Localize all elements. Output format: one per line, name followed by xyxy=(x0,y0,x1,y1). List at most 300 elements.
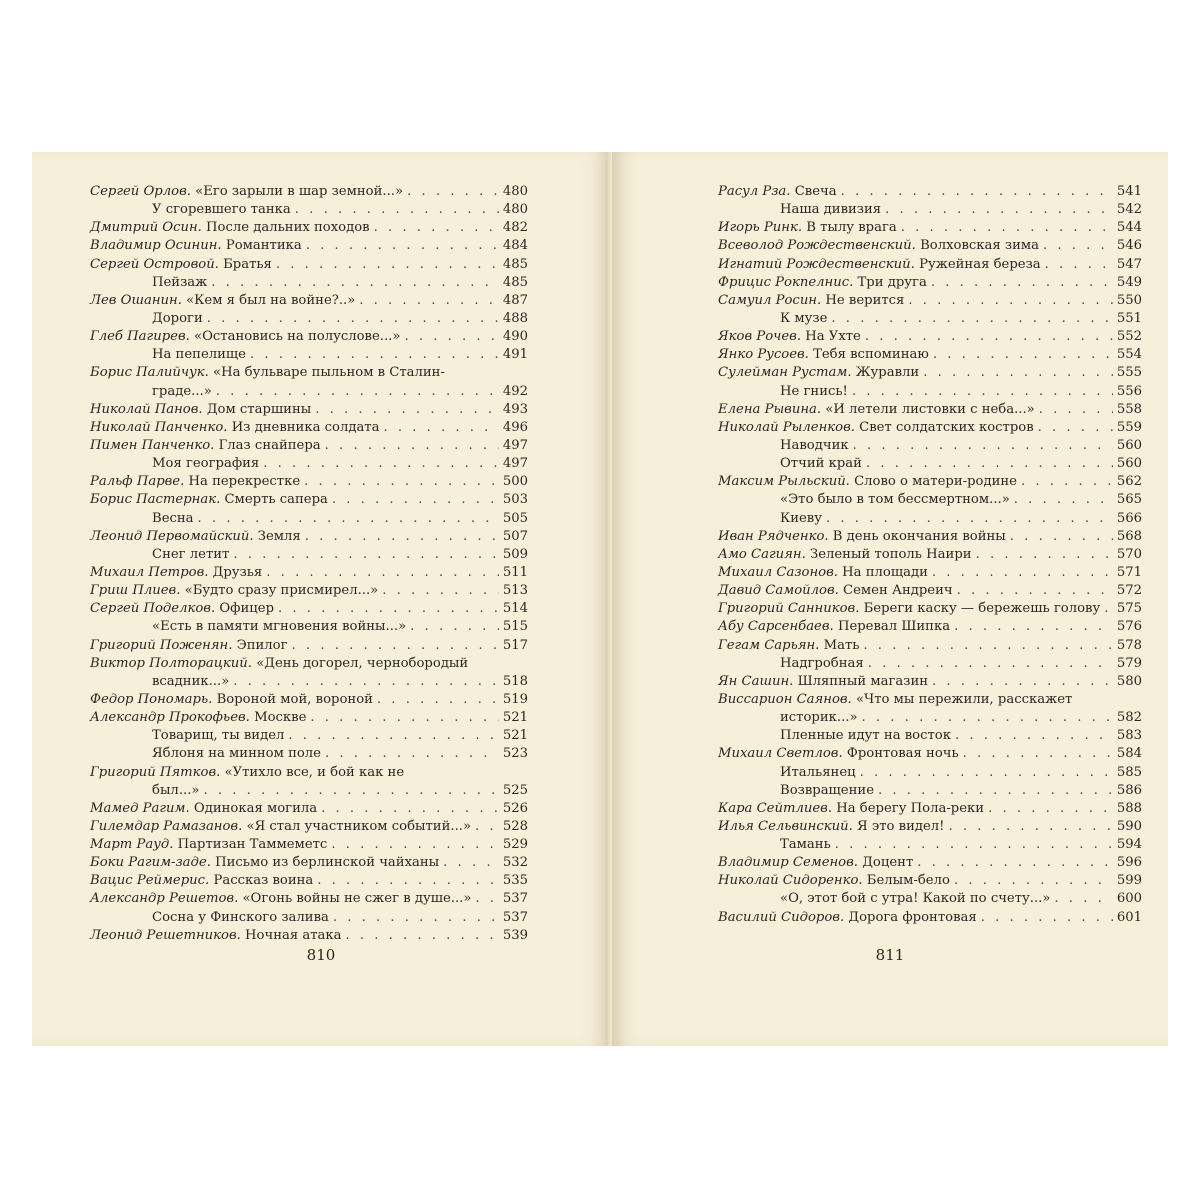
entry-title: На площади xyxy=(842,564,928,580)
toc-entry xyxy=(718,727,1142,745)
entry-line xyxy=(90,637,528,655)
entry-page-number: 482 xyxy=(502,220,528,236)
entry-title: Белым-бело xyxy=(866,873,950,889)
entry-title: Мать xyxy=(823,637,860,653)
entry-line xyxy=(90,237,528,255)
entry-author: Борис Пастернак. xyxy=(90,492,221,508)
entry-title: «Есть в памяти мгновения войны...» xyxy=(152,619,407,635)
toc-entry xyxy=(718,836,1142,854)
toc-entry xyxy=(90,310,528,328)
entry-page-number: 541 xyxy=(1116,184,1142,199)
entry-author: Виктор Полторацкий. xyxy=(90,655,252,671)
entry-line xyxy=(718,274,1142,292)
leader-dots xyxy=(1039,401,1113,419)
entry-title: Товарищ, ты видел xyxy=(152,728,285,744)
entry-author: Владимир Семенов. xyxy=(718,855,858,871)
leader-dots xyxy=(292,637,499,655)
toc-entry xyxy=(718,473,1142,491)
entry-title: Дорога фронтовая xyxy=(848,909,977,925)
entry-title: «На бульваре пыльном в Сталин- xyxy=(213,365,445,381)
entry-line xyxy=(718,600,1142,618)
leader-dots xyxy=(332,491,499,509)
entry-page-number: 560 xyxy=(1116,437,1142,453)
entry-author: Михаил Сазонов. xyxy=(718,564,838,580)
entry-page-number: 485 xyxy=(502,274,528,290)
entry-line xyxy=(90,491,528,509)
entry-page-number: 511 xyxy=(502,564,528,580)
leader-dots xyxy=(377,691,499,709)
toc-entry xyxy=(90,582,528,600)
entry-line xyxy=(718,673,1142,691)
toc-entry xyxy=(90,237,528,255)
toc-entry xyxy=(90,201,528,219)
entry-title: «Утихло все, и бой как не xyxy=(224,764,405,780)
entry-title: Свеча xyxy=(794,184,837,199)
toc-entry xyxy=(718,782,1142,800)
leader-dots xyxy=(374,219,499,237)
toc-entry xyxy=(718,310,1142,328)
entry-title: Не верится xyxy=(825,292,905,308)
entry-page-number: 514 xyxy=(502,601,528,617)
toc-entry xyxy=(718,600,1142,618)
entry-title: Семен Андреич xyxy=(843,583,953,599)
entry-page-number: 585 xyxy=(1116,764,1142,780)
entry-line xyxy=(718,764,1142,782)
toc-entry xyxy=(718,183,1142,201)
toc-entry xyxy=(718,800,1142,818)
entry-page-number: 549 xyxy=(1116,274,1142,290)
entry-line xyxy=(718,890,1142,908)
entry-author: Амо Сагиян. xyxy=(718,546,806,562)
entry-page-number: 519 xyxy=(502,691,528,707)
entry-line xyxy=(718,310,1142,328)
entry-line xyxy=(90,927,528,945)
toc-entry xyxy=(718,691,1142,727)
entry-line xyxy=(90,618,528,636)
entry-title: Весна xyxy=(152,510,194,526)
entry-title: После дальних походов xyxy=(206,220,370,236)
entry-line xyxy=(718,510,1142,528)
entry-title: Снег летит xyxy=(152,546,230,562)
entry-page-number: 550 xyxy=(1116,292,1142,308)
entry-title: На пепелище xyxy=(152,347,246,363)
leader-dots xyxy=(203,782,498,800)
toc-entry xyxy=(718,582,1142,600)
entry-author: Самуил Росин. xyxy=(718,292,822,308)
toc-entry xyxy=(718,854,1142,872)
toc-entry xyxy=(90,637,528,655)
toc-entry xyxy=(90,455,528,473)
toc-entry xyxy=(718,328,1142,346)
entry-page-number: 526 xyxy=(502,800,528,816)
entry-page-number: 505 xyxy=(502,510,528,526)
toc-entry xyxy=(718,292,1142,310)
entry-line xyxy=(718,637,1142,655)
entry-author: Март Рауд. xyxy=(90,837,174,853)
entry-author: Ральф Парве. xyxy=(90,474,185,490)
toc-entry xyxy=(718,256,1142,274)
entry-line xyxy=(718,419,1142,437)
entry-line xyxy=(90,909,528,927)
entry-title: «И летели листовки с неба...» xyxy=(825,401,1035,417)
leader-dots xyxy=(976,546,1113,564)
toc-entry xyxy=(718,546,1142,564)
entry-line xyxy=(90,745,528,763)
leader-dots xyxy=(305,528,499,546)
entry-line xyxy=(90,346,528,364)
entry-title-continued: был...» xyxy=(152,782,200,798)
toc-entry xyxy=(718,745,1142,763)
entry-page-number: 565 xyxy=(1116,492,1142,508)
entry-title: Моя география xyxy=(152,456,260,472)
entry-line xyxy=(718,528,1142,546)
leader-dots xyxy=(304,473,499,491)
entry-title: Фронтовая ночь xyxy=(846,746,959,762)
toc-entry xyxy=(718,383,1142,401)
entry-line xyxy=(718,836,1142,854)
leader-dots xyxy=(1054,890,1112,908)
entry-page-number: 509 xyxy=(502,546,528,562)
entry-title: Из дневника солдата xyxy=(231,419,380,435)
toc-entry xyxy=(90,709,528,727)
entry-title: Тебя вспоминаю xyxy=(813,347,929,363)
entry-title: Перевал Шипка xyxy=(837,619,951,635)
entry-line xyxy=(90,510,528,528)
entry-page-number: 497 xyxy=(502,456,528,472)
entry-author: Кара Сейтлиев. xyxy=(718,800,833,816)
entry-title: Глаз снайпера xyxy=(218,437,321,453)
entry-title: «Огонь войны не сжег в душе...» xyxy=(242,891,472,907)
leader-dots xyxy=(1014,491,1113,509)
toc-entry xyxy=(90,183,528,201)
entry-line xyxy=(718,256,1142,274)
entry-line xyxy=(90,292,528,310)
leader-dots xyxy=(863,637,1112,655)
leader-dots xyxy=(310,709,498,727)
entry-page-number: 583 xyxy=(1116,728,1142,744)
toc-entry xyxy=(90,491,528,509)
entry-line-continued xyxy=(90,782,528,800)
leader-dots xyxy=(266,564,499,582)
entry-page-number: 588 xyxy=(1116,800,1142,816)
entry-author: Ян Сашин. xyxy=(718,673,794,689)
entry-line xyxy=(90,328,528,346)
entry-line xyxy=(718,292,1142,310)
leader-dots xyxy=(860,764,1113,782)
entry-title: Друзья xyxy=(212,564,263,580)
entry-author: Александр Прокофьев. xyxy=(90,710,250,726)
entry-title: В тылу врага xyxy=(806,220,897,236)
entry-page-number: 515 xyxy=(502,619,528,635)
entry-page-number: 480 xyxy=(502,184,528,199)
toc-entry xyxy=(718,437,1142,455)
entry-page-number: 488 xyxy=(502,310,528,326)
entry-page-number: 556 xyxy=(1116,383,1142,399)
entry-line xyxy=(718,219,1142,237)
entry-page-number: 492 xyxy=(502,383,528,399)
entry-line xyxy=(90,437,528,455)
entry-title: У сгоревшего танка xyxy=(152,202,291,218)
entry-author: Гилемдар Рамазанов. xyxy=(90,818,243,834)
entry-title: На Ухте xyxy=(805,329,861,345)
toc-entry xyxy=(90,927,528,945)
entry-page-number: 537 xyxy=(502,891,528,907)
table-of-contents-left xyxy=(90,183,528,945)
entry-author: Илья Сельвинский. xyxy=(718,818,853,834)
entry-author: Николай Панченко. xyxy=(90,419,228,435)
leader-dots xyxy=(988,800,1113,818)
entry-page-number: 529 xyxy=(502,837,528,853)
entry-author: Абу Сарсенбаев. xyxy=(718,619,834,635)
entry-line xyxy=(90,872,528,890)
entry-page-number: 539 xyxy=(502,927,528,943)
toc-entry xyxy=(718,673,1142,691)
entry-page-number: 547 xyxy=(1116,256,1142,272)
leader-dots xyxy=(325,745,499,763)
toc-entry xyxy=(718,274,1142,292)
entry-line xyxy=(90,854,528,872)
entry-line xyxy=(90,818,528,836)
toc-entry xyxy=(718,818,1142,836)
entry-line xyxy=(90,274,528,292)
entry-title: Слово о матери-родине xyxy=(854,474,1017,490)
entry-line xyxy=(718,473,1142,491)
entry-author: Мамед Рагим. xyxy=(90,800,190,816)
entry-page-number: 532 xyxy=(502,855,528,871)
leader-dots xyxy=(315,401,499,419)
entry-line xyxy=(718,618,1142,636)
entry-title: Вороной мой, вороной xyxy=(216,691,373,707)
leader-dots xyxy=(868,655,1113,673)
entry-author: Виссарион Саянов. xyxy=(718,691,852,707)
entry-line xyxy=(718,383,1142,401)
toc-entry xyxy=(90,618,528,636)
entry-line xyxy=(90,201,528,219)
entry-line xyxy=(90,836,528,854)
entry-line xyxy=(718,546,1142,564)
toc-entry xyxy=(718,872,1142,890)
entry-author: Игнатий Рождественский. xyxy=(718,256,915,272)
entry-line xyxy=(90,800,528,818)
leader-dots xyxy=(954,618,1113,636)
leader-dots xyxy=(321,800,499,818)
toc-entry xyxy=(90,292,528,310)
entry-page-number: 493 xyxy=(502,401,528,417)
leader-dots xyxy=(923,364,1113,382)
entry-author: Гриш Плиев. xyxy=(90,583,181,599)
entry-page-number: 601 xyxy=(1116,909,1142,925)
entry-page-number: 554 xyxy=(1116,347,1142,363)
entry-title: Пленные идут на восток xyxy=(780,728,951,744)
entry-page-number: 596 xyxy=(1116,855,1142,871)
entry-author: Елена Рывина. xyxy=(718,401,822,417)
leader-dots xyxy=(382,582,499,600)
entry-page-number: 558 xyxy=(1116,401,1142,417)
entry-title-continued: историк...» xyxy=(780,710,858,726)
entry-line xyxy=(90,546,528,564)
entry-line xyxy=(718,872,1142,890)
leader-dots xyxy=(948,818,1112,836)
entry-title: Отчий край xyxy=(780,456,862,472)
toc-entry xyxy=(90,836,528,854)
leader-dots xyxy=(917,854,1113,872)
toc-entry xyxy=(718,401,1142,419)
entry-line xyxy=(718,909,1142,927)
entry-title: На берегу Пола-реки xyxy=(836,800,985,816)
entry-author: Борис Палийчук. xyxy=(90,365,209,381)
toc-entry xyxy=(90,473,528,491)
entry-title: Романтика xyxy=(225,238,302,254)
toc-entry xyxy=(90,437,528,455)
leader-dots xyxy=(216,383,499,401)
entry-author: Боки Рагим-заде. xyxy=(90,855,211,871)
entry-author: Иван Рядченко. xyxy=(718,528,829,544)
entry-page-number: 544 xyxy=(1116,220,1142,236)
entry-title-continued: граде...» xyxy=(152,383,212,399)
leader-dots xyxy=(331,836,499,854)
entry-line xyxy=(90,183,528,201)
entry-page-number: 480 xyxy=(502,202,528,218)
entry-line xyxy=(718,364,1142,382)
leader-dots xyxy=(233,673,499,691)
entry-line-continued xyxy=(90,673,528,691)
leader-dots xyxy=(1038,419,1113,437)
entry-author: Янко Русоев. xyxy=(718,347,809,363)
entry-author: Николай Рыленков. xyxy=(718,419,855,435)
toc-entry xyxy=(90,510,528,528)
leader-dots xyxy=(1021,473,1113,491)
leader-dots xyxy=(295,201,499,219)
entry-author: Давид Самойлов. xyxy=(718,583,839,599)
entry-page-number: 582 xyxy=(1116,710,1142,726)
entry-title: Яблоня на минном поле xyxy=(152,746,321,762)
entry-page-number: 576 xyxy=(1116,619,1142,635)
toc-entry xyxy=(90,727,528,745)
entry-title: «Будто сразу присмирел...» xyxy=(184,583,379,599)
entry-line xyxy=(90,655,528,673)
entry-page-number: 525 xyxy=(502,782,528,798)
entry-author: Сулейман Рустам. xyxy=(718,365,852,381)
entry-page-number: 551 xyxy=(1116,310,1142,326)
toc-entry xyxy=(718,346,1142,364)
entry-page-number: 496 xyxy=(502,419,528,435)
leader-dots xyxy=(1043,237,1113,255)
entry-line xyxy=(90,582,528,600)
entry-line xyxy=(718,564,1142,582)
entry-page-number: 491 xyxy=(502,347,528,363)
entry-page-number: 571 xyxy=(1116,564,1142,580)
toc-entry xyxy=(90,274,528,292)
toc-entry xyxy=(718,564,1142,582)
entry-line-continued xyxy=(718,709,1142,727)
toc-entry xyxy=(90,546,528,564)
entry-page-number: 528 xyxy=(502,818,528,834)
entry-title: Наша дивизия xyxy=(780,202,882,218)
toc-entry xyxy=(90,691,528,709)
entry-title: Москве xyxy=(254,710,307,726)
entry-title: Партизан Таммеметс xyxy=(177,837,328,853)
entry-line xyxy=(90,564,528,582)
entry-page-number: 487 xyxy=(502,292,528,308)
toc-entry xyxy=(718,510,1142,528)
entry-line xyxy=(718,201,1142,219)
entry-author: Сергей Орлов. xyxy=(90,184,191,199)
entry-author: Вацис Реймерис. xyxy=(90,873,210,889)
page-number-right: 811 xyxy=(875,946,905,964)
leader-dots xyxy=(931,274,1113,292)
leader-dots xyxy=(359,292,499,310)
toc-entry xyxy=(718,201,1142,219)
entry-author: Григорий Пятков. xyxy=(90,764,221,780)
leader-dots xyxy=(901,219,1113,237)
entry-line xyxy=(90,764,528,782)
entry-page-number: 484 xyxy=(502,238,528,254)
leader-dots xyxy=(932,673,1113,691)
leader-dots xyxy=(866,455,1113,473)
entry-line xyxy=(718,691,1142,709)
leader-dots xyxy=(407,183,499,201)
leader-dots xyxy=(852,383,1113,401)
entry-title: Журавли xyxy=(855,365,920,381)
entry-line xyxy=(718,401,1142,419)
entry-title: Шляпный магазин xyxy=(797,673,929,689)
entry-page-number: 552 xyxy=(1116,329,1142,345)
entry-page-number: 521 xyxy=(502,710,528,726)
entry-line xyxy=(90,473,528,491)
entry-author: Василий Сидоров. xyxy=(718,909,845,925)
entry-page-number: 562 xyxy=(1116,474,1142,490)
entry-line xyxy=(718,745,1142,763)
entry-page-number: 513 xyxy=(502,583,528,599)
toc-entry xyxy=(90,219,528,237)
entry-page-number: 560 xyxy=(1116,456,1142,472)
entry-author: Максим Рыльский. xyxy=(718,474,850,490)
entry-author: Михаил Петров. xyxy=(90,564,209,580)
entry-page-number: 542 xyxy=(1116,202,1142,218)
toc-entry xyxy=(90,655,528,691)
entry-author: Сергей Островой. xyxy=(90,256,219,272)
toc-entry xyxy=(718,618,1142,636)
leader-dots xyxy=(1010,528,1113,546)
leader-dots xyxy=(443,854,499,872)
entry-title: Надгробная xyxy=(780,655,864,671)
entry-title: «Его зарыли в шар земной...» xyxy=(195,184,404,199)
leader-dots xyxy=(954,872,1113,890)
entry-author: Николай Сидоренко. xyxy=(718,873,863,889)
entry-line xyxy=(718,183,1142,201)
entry-author: Николай Панов. xyxy=(90,401,203,417)
entry-title: Три друга xyxy=(857,274,927,290)
toc-entry xyxy=(90,364,528,400)
entry-title: Земля xyxy=(257,528,301,544)
entry-page-number: 517 xyxy=(502,637,528,653)
toc-entry xyxy=(90,764,528,800)
toc-entry xyxy=(718,528,1142,546)
entry-page-number: 535 xyxy=(502,873,528,889)
entry-author: Леонид Решетников. xyxy=(90,927,241,943)
entry-line xyxy=(718,346,1142,364)
toc-entry xyxy=(718,764,1142,782)
entry-page-number: 586 xyxy=(1116,782,1142,798)
entry-page-number: 500 xyxy=(502,474,528,490)
entry-page-number: 523 xyxy=(502,746,528,762)
entry-line xyxy=(718,818,1142,836)
entry-line xyxy=(90,890,528,908)
entry-page-number: 575 xyxy=(1116,601,1142,617)
leader-dots xyxy=(475,890,498,908)
entry-page-number: 559 xyxy=(1116,419,1142,435)
entry-line-continued xyxy=(90,383,528,401)
